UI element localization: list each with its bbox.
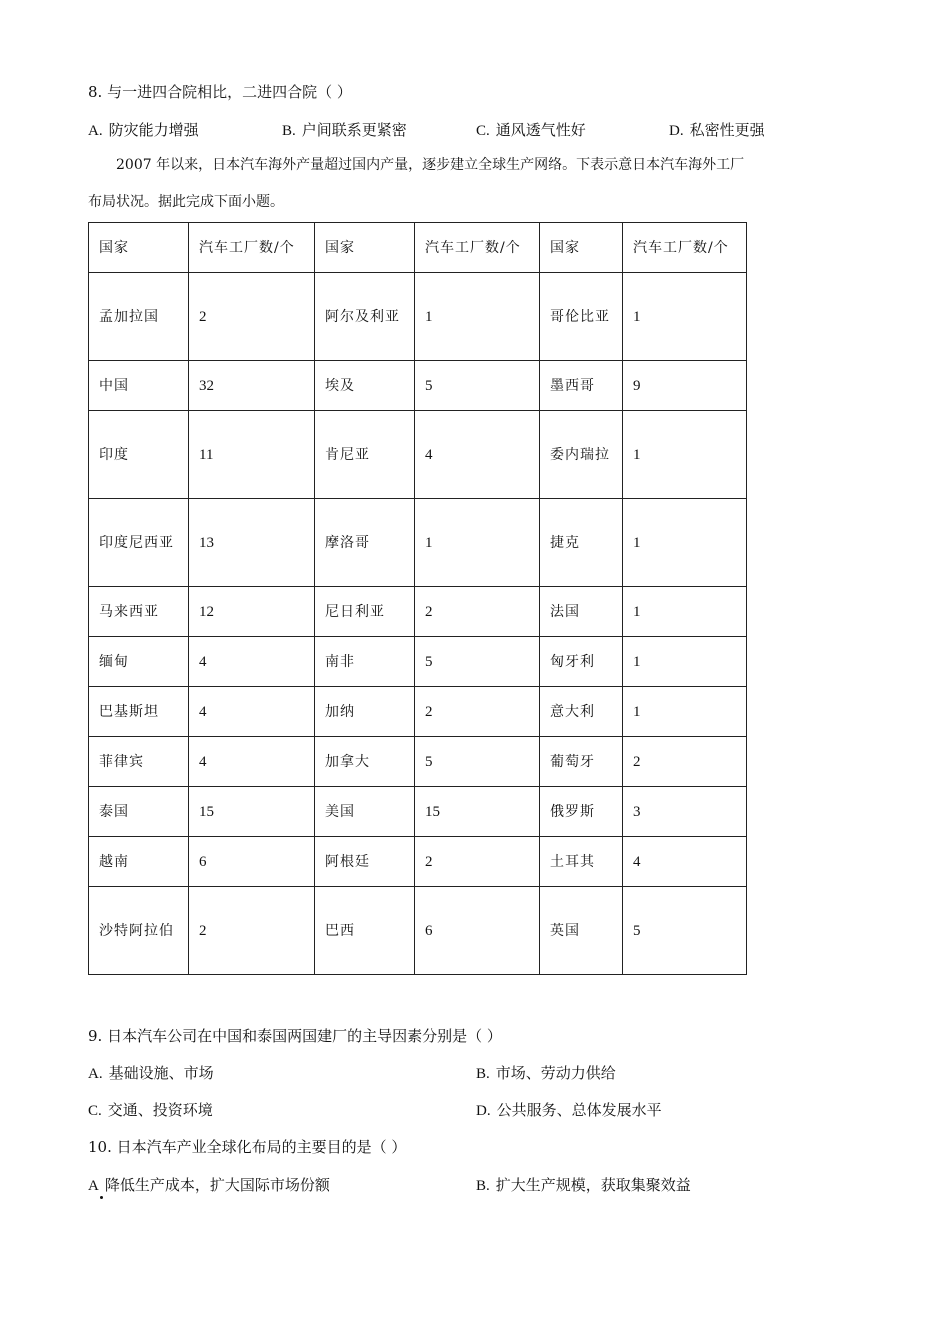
factory-count-cell: 9 [623,361,747,411]
factory-count-cell: 1 [415,499,540,587]
q8-option-d [669,120,765,141]
country-cell: 俄罗斯 [540,787,623,837]
q8-option-d-text: 私密性更强 [689,121,765,139]
q8-option-b-text: 户间联系更紧密 [301,121,407,139]
q10-option-a [88,1175,330,1196]
q9-option-a-text: 基础设施、市场 [108,1064,214,1082]
factory-count-cell: 2 [623,737,747,787]
factory-count-cell: 12 [189,587,315,637]
country-cell: 巴西 [315,887,415,975]
country-cell: 肯尼亚 [315,411,415,499]
q10-option-a-text: 降低生产成本，扩大国际市场份额 [104,1176,330,1194]
q8-option-a-label: A. [88,123,103,139]
factory-count-cell: 1 [415,273,540,361]
q10-option-b-text: 扩大生产规模，获取集聚效益 [495,1176,691,1194]
country-cell: 中国 [89,361,189,411]
q9-option-c-label: C. [88,1103,102,1119]
country-cell: 加拿大 [315,737,415,787]
table-header-cell: 汽车工厂数/个 [415,223,540,273]
country-cell: 阿尔及利亚 [315,273,415,361]
q9-option-a-label: A. [88,1066,103,1082]
country-cell: 尼日利亚 [315,587,415,637]
q9-option-c-text: 交通、投资环境 [107,1101,213,1119]
q8-option-c [476,120,586,141]
factory-count-cell: 1 [623,687,747,737]
question-9-stem: 9. 日本汽车公司在中国和泰国两国建厂的主导因素分别是（ ） [88,1027,502,1045]
factory-count-cell: 15 [415,787,540,837]
table-row [89,587,747,637]
factory-count-cell: 2 [415,687,540,737]
factory-table [88,222,747,975]
intro-line-1: 2007 年以来，日本汽车海外产量超过国内产量，逐步建立全球生产网络。下表示意日本汽车海外工厂 [116,157,745,173]
country-cell: 菲律宾 [89,737,189,787]
q8-option-b [282,120,407,141]
table-row [89,837,747,887]
country-cell: 孟加拉国 [89,273,189,361]
country-cell: 泰国 [89,787,189,837]
factory-count-cell: 4 [189,687,315,737]
country-cell: 墨西哥 [540,361,623,411]
q8-option-c-label: C. [476,123,490,139]
q9-option-b [476,1063,616,1084]
table-header-cell: 汽车工厂数/个 [623,223,747,273]
factory-count-cell: 1 [623,637,747,687]
table-row [89,499,747,587]
country-cell: 捷克 [540,499,623,587]
country-cell: 匈牙利 [540,637,623,687]
q8-option-c-text: 通风透气性好 [495,121,586,139]
q10-option-a-label: A [88,1178,99,1194]
q9-option-d-label: D. [476,1103,491,1119]
factory-count-cell: 2 [415,587,540,637]
question-10-stem: 10. 日本汽车产业全球化布局的主要目的是（ ） [88,1138,407,1156]
q10-option-b-label: B. [476,1178,490,1194]
factory-count-cell: 5 [415,361,540,411]
q9-option-d-text: 公共服务、总体发展水平 [496,1101,662,1119]
stray-dot [100,1196,103,1199]
table-header-cell: 汽车工厂数/个 [189,223,315,273]
country-cell: 土耳其 [540,837,623,887]
intro-paragraph [88,147,868,221]
table-row [89,687,747,737]
factory-count-cell: 1 [623,273,747,361]
table-header-row [89,223,747,273]
factory-count-cell: 13 [189,499,315,587]
factory-count-cell: 15 [189,787,315,837]
factory-count-cell: 4 [623,837,747,887]
country-cell: 法国 [540,587,623,637]
q9-option-b-text: 市场、劳动力供给 [495,1064,616,1082]
factory-count-cell: 1 [623,499,747,587]
country-cell: 阿根廷 [315,837,415,887]
table-row [89,787,747,837]
factory-count-cell: 11 [189,411,315,499]
factory-count-cell: 32 [189,361,315,411]
table-row [89,361,747,411]
table-row [89,737,747,787]
factory-count-cell: 1 [623,411,747,499]
country-cell: 委内瑞拉 [540,411,623,499]
table-row [89,887,747,975]
factory-count-cell: 4 [189,737,315,787]
country-cell: 葡萄牙 [540,737,623,787]
factory-table-body [89,223,747,975]
country-cell: 加纳 [315,687,415,737]
q9-option-d [476,1100,662,1121]
q10-option-b [476,1175,691,1196]
country-cell: 巴基斯坦 [89,687,189,737]
factory-count-cell: 5 [415,737,540,787]
country-cell: 马来西亚 [89,587,189,637]
factory-count-cell: 4 [415,411,540,499]
country-cell: 意大利 [540,687,623,737]
factory-count-cell: 5 [623,887,747,975]
country-cell: 哥伦比亚 [540,273,623,361]
q9-option-b-label: B. [476,1066,490,1082]
factory-count-cell: 3 [623,787,747,837]
table-header-cell: 国家 [89,223,189,273]
factory-count-cell: 2 [189,273,315,361]
table-row [89,637,747,687]
q8-option-a-text: 防灾能力增强 [108,121,199,139]
intro-line-2: 布局状况。据此完成下面小题。 [88,194,284,210]
factory-count-cell: 2 [189,887,315,975]
q8-option-b-label: B. [282,123,296,139]
country-cell: 埃及 [315,361,415,411]
q8-option-d-label: D. [669,123,684,139]
country-cell: 摩洛哥 [315,499,415,587]
table-header-cell: 国家 [315,223,415,273]
country-cell: 沙特阿拉伯 [89,887,189,975]
table-row [89,273,747,361]
country-cell: 南非 [315,637,415,687]
q9-option-c [88,1100,213,1121]
country-cell: 美国 [315,787,415,837]
factory-count-cell: 1 [623,587,747,637]
factory-count-cell: 2 [415,837,540,887]
country-cell: 英国 [540,887,623,975]
country-cell: 缅甸 [89,637,189,687]
q9-option-a [88,1063,214,1084]
q8-option-a [88,120,199,141]
country-cell: 越南 [89,837,189,887]
country-cell: 印度 [89,411,189,499]
table-row [89,411,747,499]
table-header-cell: 国家 [540,223,623,273]
factory-count-cell: 6 [189,837,315,887]
factory-count-cell: 5 [415,637,540,687]
question-8-stem: 8. 与一进四合院相比，二进四合院（ ） [88,83,352,101]
factory-count-cell: 6 [415,887,540,975]
country-cell: 印度尼西亚 [89,499,189,587]
factory-count-cell: 4 [189,637,315,687]
